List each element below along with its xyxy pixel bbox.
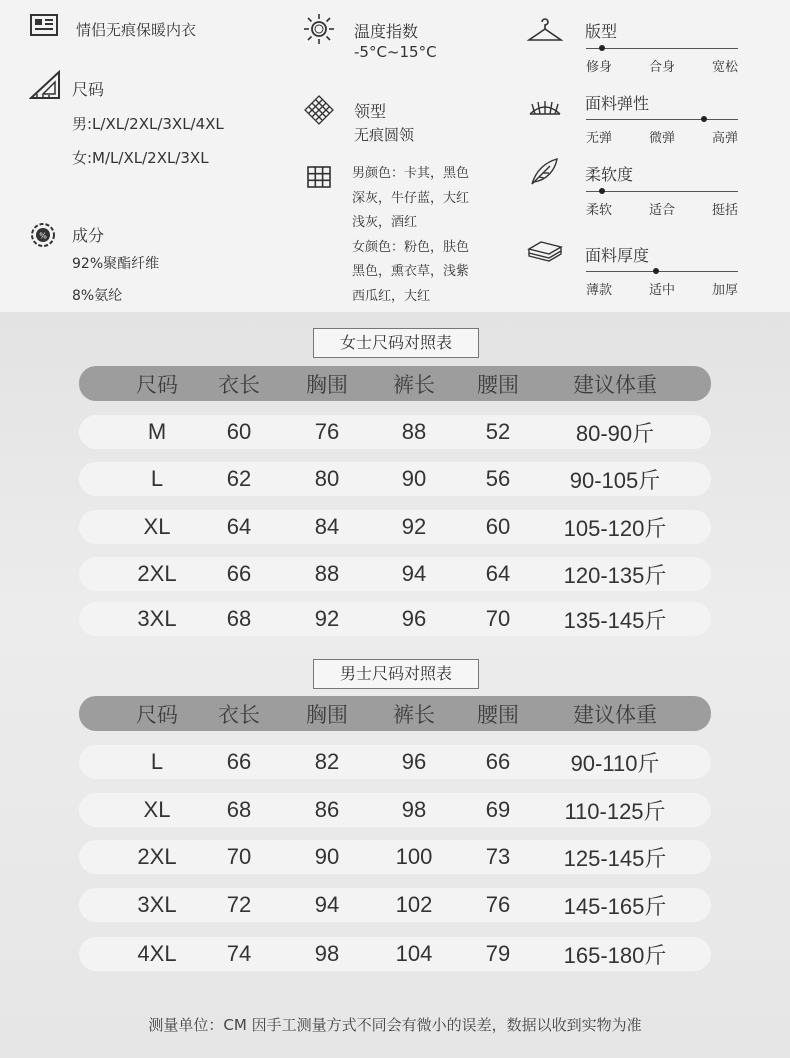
collar-value: 无痕圆领 xyxy=(354,126,415,144)
table-cell: 80 xyxy=(314,466,340,491)
product-name: 情侣无痕保暖内衣 xyxy=(76,21,197,39)
table-cell: L xyxy=(150,749,164,774)
table-cell: 80-90斤 xyxy=(575,420,655,446)
table-cell: 79 xyxy=(485,941,511,966)
table-header-row xyxy=(79,366,711,401)
thickness-label: 面料厚度 xyxy=(585,246,650,265)
softness-option: 柔软 xyxy=(586,203,613,218)
table-cell: 52 xyxy=(485,419,511,444)
table-header-cell: 衣长 xyxy=(218,702,260,727)
table-cell: 4XL xyxy=(137,941,177,966)
table-cell: 68 xyxy=(226,606,252,631)
table-cell: 125-145斤 xyxy=(563,845,667,871)
composition-line-2: 8%氨纶 xyxy=(72,288,123,304)
table-row xyxy=(79,888,711,922)
table-cell: 73 xyxy=(485,844,511,869)
fit-option: 修身 xyxy=(586,60,613,75)
table-cell: 70 xyxy=(226,844,252,869)
table-cell: 98 xyxy=(314,941,340,966)
table-cell: L xyxy=(150,466,164,491)
fabric-fan-icon xyxy=(527,96,563,118)
elasticity-option: 高弹 xyxy=(711,131,738,146)
color-line: 黑色，熏衣草，浅紫 xyxy=(352,264,470,279)
table-cell: 90 xyxy=(314,844,340,869)
softness-option: 适合 xyxy=(648,203,675,218)
fit-label: 版型 xyxy=(585,22,618,41)
table-cell: 68 xyxy=(226,797,252,822)
composition-line-1: 92%聚酯纤维 xyxy=(72,256,160,272)
table-cell: 66 xyxy=(485,749,511,774)
table-header-cell: 腰围 xyxy=(477,372,519,397)
color-line: 西瓜红，大红 xyxy=(352,288,431,304)
table-cell: 76 xyxy=(485,892,511,917)
table-cell: 3XL xyxy=(137,606,177,631)
thickness-option: 加厚 xyxy=(711,283,738,298)
color-grid-icon xyxy=(307,166,331,188)
feather-icon xyxy=(528,156,560,188)
temperature-value: -5°C~15°C xyxy=(354,43,437,61)
table-cell: 90-105斤 xyxy=(569,467,661,493)
table-header-cell: 胸围 xyxy=(306,702,348,727)
table-cell: 2XL xyxy=(137,561,177,586)
table-cell: M xyxy=(147,419,167,444)
table-cell: 2XL xyxy=(137,844,177,869)
table-header-cell: 尺码 xyxy=(136,702,178,727)
table-cell: 92 xyxy=(401,514,427,539)
table-header-cell: 建议体重 xyxy=(573,702,657,727)
document-icon xyxy=(30,14,58,36)
measurement-note: 测量单位：CM 因手工测量方式不同会有微小的误差，数据以收到实物为准 xyxy=(148,1016,642,1034)
male-sizes: 男:L/XL/2XL/3XL/4XL xyxy=(72,115,224,133)
thickness-option: 适中 xyxy=(648,283,675,298)
elasticity-label: 面料弹性 xyxy=(585,94,650,113)
thickness-marker xyxy=(653,268,659,274)
female-sizes: 女:M/L/XL/2XL/3XL xyxy=(72,149,209,167)
elasticity-scale xyxy=(586,119,738,159)
table-row xyxy=(79,840,711,874)
table-row xyxy=(79,745,711,779)
table-cell: 96 xyxy=(401,749,427,774)
table-cell: 76 xyxy=(314,419,340,444)
table-cell: 62 xyxy=(226,466,252,491)
softness-label: 柔软度 xyxy=(585,165,634,184)
table-cell: 66 xyxy=(226,749,252,774)
table-cell: 92 xyxy=(314,606,340,631)
table-row xyxy=(79,510,711,544)
table-row xyxy=(79,462,711,496)
color-line: 深灰，牛仔蓝，大红 xyxy=(352,190,470,206)
color-list xyxy=(352,162,502,309)
table-header-cell: 腰围 xyxy=(477,702,519,727)
fit-option: 合身 xyxy=(648,60,675,75)
table-header-cell: 裤长 xyxy=(393,702,435,727)
fit-marker xyxy=(599,45,605,51)
table-cell: 60 xyxy=(226,419,252,444)
table-cell: 60 xyxy=(485,514,511,539)
table-cell: 90 xyxy=(401,466,427,491)
table-cell: 110-125斤 xyxy=(564,798,666,824)
table-cell: 66 xyxy=(226,561,252,586)
color-line: 女颜色：粉色，肤色 xyxy=(352,239,470,255)
svg-text:%: % xyxy=(39,231,47,241)
table-cell: 86 xyxy=(314,797,340,822)
color-line: 男颜色：卡其，黑色 xyxy=(352,166,470,181)
fit-option: 宽松 xyxy=(711,60,738,75)
table-header-cell: 建议体重 xyxy=(573,372,657,397)
softness-option: 挺括 xyxy=(711,203,738,218)
table-cell: 135-145斤 xyxy=(563,607,667,633)
fit-scale xyxy=(586,48,738,88)
color-line: 浅灰，酒红 xyxy=(352,215,418,230)
ruler-triangle-icon xyxy=(29,70,61,100)
table-cell: 120-135斤 xyxy=(563,562,667,588)
table-row xyxy=(79,415,711,449)
table-header-cell: 尺码 xyxy=(136,372,178,397)
women-table-title: 女士尺码对照表 xyxy=(313,328,479,358)
table-cell: 64 xyxy=(485,561,511,586)
table-cell: 82 xyxy=(314,749,340,774)
table-cell: 94 xyxy=(314,892,340,917)
table-cell: XL xyxy=(143,514,171,539)
table-cell: 84 xyxy=(314,514,340,539)
table-cell: 74 xyxy=(226,941,252,966)
table-cell: 94 xyxy=(401,561,427,586)
table-header-cell: 胸围 xyxy=(306,372,348,397)
table-cell: 145-165斤 xyxy=(563,893,667,919)
collar-label: 领型 xyxy=(354,102,387,121)
table-cell: XL xyxy=(143,797,171,822)
table-row xyxy=(79,793,711,827)
table-cell: 56 xyxy=(485,466,511,491)
percent-icon xyxy=(30,222,56,248)
table-header-cell: 衣长 xyxy=(218,372,260,397)
table-cell: 88 xyxy=(314,561,340,586)
table-cell: 90-110斤 xyxy=(570,750,660,776)
table-cell: 105-120斤 xyxy=(563,515,667,541)
sun-icon xyxy=(303,13,335,45)
elasticity-option: 微弹 xyxy=(648,131,675,146)
elasticity-marker xyxy=(701,116,707,122)
table-cell: 88 xyxy=(401,419,427,444)
softness-scale xyxy=(586,191,738,231)
collar-icon xyxy=(303,94,335,126)
thickness-scale xyxy=(586,271,738,311)
table-row xyxy=(79,602,711,636)
composition-label: 成分 xyxy=(72,226,105,245)
table-cell: 104 xyxy=(395,941,433,966)
table-header-cell: 裤长 xyxy=(393,372,435,397)
softness-marker xyxy=(599,188,605,194)
size-label: 尺码 xyxy=(72,80,105,99)
fabric-stack-icon xyxy=(527,239,563,263)
table-row xyxy=(79,937,711,971)
table-cell: 102 xyxy=(395,892,433,917)
thickness-option: 薄款 xyxy=(586,283,613,298)
table-cell: 70 xyxy=(485,606,511,631)
table-cell: 72 xyxy=(226,892,252,917)
table-cell: 100 xyxy=(395,844,433,869)
table-cell: 3XL xyxy=(137,892,177,917)
table-cell: 64 xyxy=(226,514,252,539)
table-cell: 165-180斤 xyxy=(563,942,667,968)
table-cell: 96 xyxy=(401,606,427,631)
temperature-label: 温度指数 xyxy=(354,22,419,41)
table-cell: 69 xyxy=(485,797,511,822)
hanger-icon xyxy=(527,16,563,44)
elasticity-option: 无弹 xyxy=(586,131,613,146)
table-cell: 98 xyxy=(401,797,427,822)
men-table-title: 男士尺码对照表 xyxy=(313,659,479,689)
table-header-row xyxy=(79,696,711,731)
table-row xyxy=(79,557,711,591)
